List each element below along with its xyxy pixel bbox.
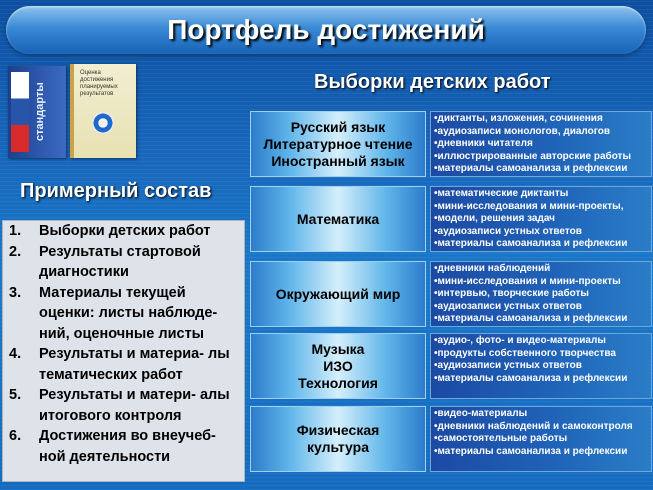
- work-item: •дневники наблюдений и самоконтроля: [434, 420, 633, 432]
- subject-line: Русский язык: [290, 118, 386, 135]
- subject-label: [297, 422, 380, 456]
- sostav-item-text: Выборки детских работ: [39, 223, 211, 239]
- sostav-item-number: 3.: [9, 284, 22, 301]
- subject-line: Окружающий мир: [275, 285, 401, 302]
- subject-label: [263, 119, 412, 170]
- work-item: •аудиозаписи устных ответов: [434, 225, 582, 237]
- subject-label: [297, 211, 379, 228]
- subject-line: Литературное чтение: [263, 135, 413, 152]
- work-items-list: [430, 333, 652, 399]
- subject-box: [250, 406, 426, 472]
- work-item: •видео-материалы: [434, 408, 528, 419]
- work-item: •мини-исследования и мини-проекты,: [434, 200, 624, 212]
- work-item: •аудиозаписи устных ответов: [434, 300, 582, 312]
- emblem-icon: [92, 112, 114, 134]
- work-item: •иллюстрированные авторские работы: [434, 150, 631, 162]
- sostav-item-number: 5.: [9, 387, 22, 403]
- work-item: •мини-исследования и мини-проекты: [434, 275, 621, 287]
- work-items-list: [430, 186, 652, 252]
- flag-stripe: [11, 72, 29, 152]
- sostav-list: [2, 220, 245, 482]
- work-item: •материалы самоанализа и рефлексии: [434, 163, 628, 174]
- subject-label: [298, 341, 378, 392]
- work-items-list: [430, 261, 652, 327]
- subject-line: Иностранный язык: [271, 152, 405, 169]
- sostav-item-number: 6.: [9, 428, 22, 444]
- page-title: Портфель достижений: [167, 14, 485, 45]
- standards-book-title: стандарты: [34, 82, 46, 142]
- work-item: •диктанты, изложения, сочинения: [434, 113, 603, 124]
- work-items-list: [430, 406, 652, 472]
- work-items-list: [430, 111, 652, 177]
- subject-box: [250, 333, 426, 399]
- vyborki-row: [250, 333, 650, 399]
- work-item: •самостоятельные работы: [434, 433, 568, 444]
- work-item: •материалы самоанализа и рефлексии: [434, 313, 628, 324]
- subject-line: Технология: [298, 374, 378, 391]
- work-item: •аудио-, фото- и видео-материалы: [434, 335, 606, 346]
- sostav-item-text: Достижения во внеучеб- ной деятельности: [39, 428, 216, 465]
- work-item: •материалы самоанализа и рефлексии: [434, 238, 628, 249]
- sostav-item-number: 1.: [9, 223, 22, 239]
- work-item: •модели, решения задач: [434, 213, 555, 224]
- sostav-item: [3, 242, 244, 283]
- books-image: [8, 64, 132, 160]
- work-item: •материалы самоанализа и рефлексии: [434, 372, 628, 384]
- subject-line: Математика: [296, 210, 380, 227]
- work-item: •интервью, творческие работы: [434, 288, 589, 299]
- standards-book: [8, 66, 66, 158]
- assessment-book: [70, 64, 136, 158]
- work-item: •аудиозаписи устных ответов: [434, 360, 582, 371]
- sostav-item-text: Результаты и материа- лы тематических работ: [39, 346, 230, 383]
- sostav-item-number: 2.: [9, 243, 22, 260]
- subject-box: [250, 111, 426, 177]
- work-item: •продукты собственного творчества: [434, 347, 616, 359]
- sostav-item: [3, 344, 244, 385]
- vyborki-row: [250, 406, 650, 472]
- subject-box: [250, 186, 426, 252]
- subject-line: Физическая: [296, 422, 380, 438]
- sostav-item-text: Материалы текущей оценки: листы наблюде- ний, оценочные листы: [39, 284, 218, 342]
- sostav-item-text: Результаты и матери- алы итогового контроля: [39, 387, 230, 424]
- sostav-item-number: 4.: [9, 346, 22, 362]
- vyborki-row: [250, 111, 650, 177]
- subject-label: [276, 286, 401, 303]
- work-item: •математические диктанты: [434, 188, 569, 199]
- vyborki-row: [250, 186, 650, 252]
- subject-line: Музыка: [311, 340, 365, 357]
- work-item: •дневники наблюдений: [434, 263, 551, 274]
- title-bar: [6, 6, 646, 54]
- work-item: •дневники читателя: [434, 138, 533, 149]
- subject-box: [250, 261, 426, 327]
- sostav-item: [3, 221, 244, 242]
- subject-line: ИЗО: [323, 357, 353, 374]
- subject-line: культура: [306, 439, 369, 455]
- assessment-book-title: Оценка достижения планируемых результатов: [80, 70, 118, 97]
- vyborki-row: [250, 261, 650, 327]
- sostav-item-text: Результаты стартовой диагностики: [39, 243, 201, 280]
- sostav-item: [3, 283, 244, 345]
- sostav-item: [3, 426, 244, 467]
- sostav-item: [3, 385, 244, 426]
- work-item: •аудиозаписи монологов, диалогов: [434, 125, 611, 137]
- vyborki-heading: Выборки детских работ: [314, 71, 551, 93]
- work-item: •материалы самоанализа и рефлексии: [434, 445, 628, 457]
- sostav-heading: Примерный состав: [20, 180, 212, 202]
